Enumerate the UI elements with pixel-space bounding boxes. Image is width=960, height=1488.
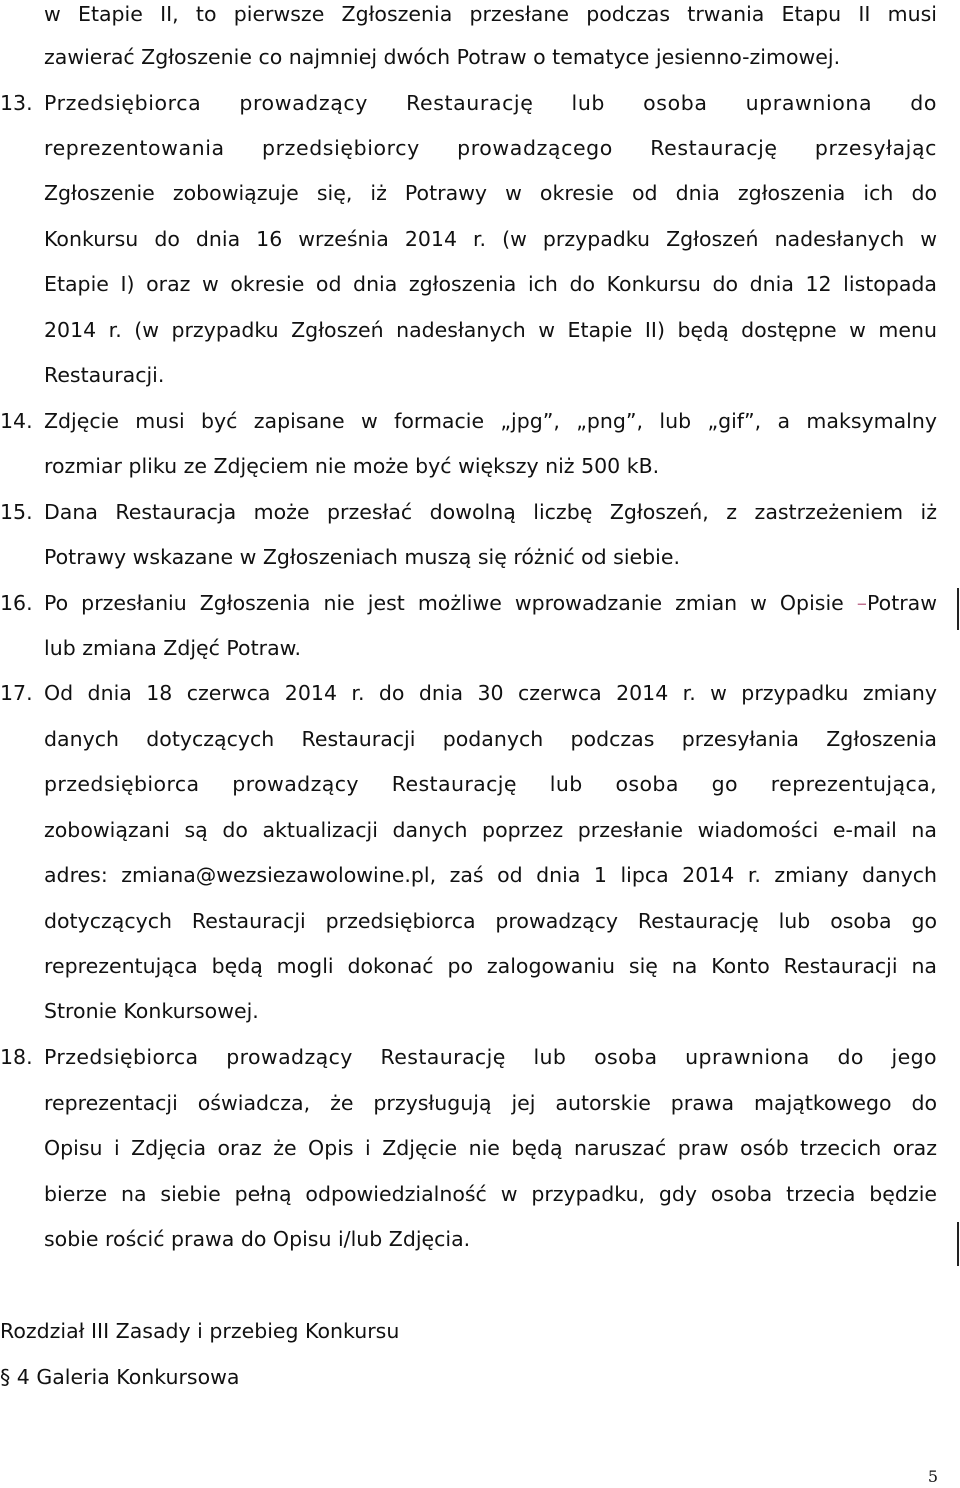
paragraph-16-line-2: lub zmiana Zdjęć Potraw.	[44, 636, 302, 660]
paragraph-15-line-2: Potrawy wskazane w Zgłoszeniach muszą się różnić od siebie.	[44, 545, 681, 569]
paragraph-13-line-7: Restauracji.	[44, 363, 165, 387]
paragraph-14-line-2: rozmiar pliku ze Zdjęciem nie może być większy niż 500 kB.	[44, 454, 660, 478]
paragraph-15-line-1: Dana Restauracja może przesłać dowolną liczbę Zgłoszeń, z zastrzeżeniem iż	[44, 500, 937, 524]
paragraph-17-line-3: przedsiębiorca prowadzący Restaurację lub osoba go reprezentująca,	[44, 772, 937, 796]
paragraph-13-line-3: Zgłoszenie zobowiązuje się, iż Potrawy w okresie od dnia zgłoszenia ich do	[44, 181, 937, 205]
paragraph-13-line-2: reprezentowania przedsiębiorcy prowadzącego Restaurację przesyłając	[44, 136, 937, 160]
paragraph-16-line-1	[44, 589, 937, 617]
page-number: 5	[927, 1467, 938, 1486]
paragraph-12-line-1: w Etapie II, to pierwsze Zgłoszenia przesłane podczas trwania Etapu II musi	[44, 2, 937, 26]
paragraph-16-line-1-end: Potraw	[867, 591, 937, 615]
paragraph-18-line-4: bierze na siebie pełną odpowiedzialność w przypadku, gdy osoba trzecia będzie	[44, 1182, 937, 1206]
paragraph-13-line-1: Przedsiębiorca prowadzący Restaurację lub osoba uprawniona do	[44, 91, 937, 115]
paragraph-17-line-1: Od dnia 18 czerwca 2014 r. do dnia 30 czerwca 2014 r. w przypadku zmiany	[44, 681, 937, 705]
paragraph-17-number: 17.	[0, 681, 33, 705]
paragraph-18-number: 18.	[0, 1045, 33, 1069]
paragraph-14-number: 14.	[0, 409, 33, 433]
paragraph-17-line-4: zobowiązani są do aktualizacji danych poprzez przesłanie wiadomości e-mail na	[44, 818, 937, 842]
chapter-heading: Rozdział III Zasady i przebieg Konkursu	[0, 1319, 400, 1343]
paragraph-17-line-7: reprezentująca będą mogli dokonać po zalogowaniu się na Konto Restauracji na	[44, 954, 937, 978]
section-heading: § 4 Galeria Konkursowa	[0, 1365, 240, 1389]
paragraph-14-line-1: Zdjęcie musi być zapisane w formacie „jpg”, „png”, lub „gif”, a maksymalny	[44, 409, 937, 433]
paragraph-16-line-1-text: Po przesłaniu Zgłoszenia nie jest możliwe wprowadzanie zmian w Opisie	[44, 591, 844, 615]
paragraph-17-line-6: dotyczących Restauracji przedsiębiorca prowadzący Restaurację lub osoba go	[44, 909, 937, 933]
paragraph-13-line-5: Etapie I) oraz w okresie od dnia zgłoszenia ich do Konkursu do dnia 12 listopada	[44, 272, 937, 296]
paragraph-13-line-4: Konkursu do dnia 16 września 2014 r. (w przypadku Zgłoszeń nadesłanych w	[44, 227, 937, 251]
paragraph-18-line-5: sobie rościć prawa do Opisu i/lub Zdjęcia.	[44, 1227, 471, 1251]
revision-mark: –	[856, 591, 868, 615]
paragraph-12-line-2: zawierać Zgłoszenie co najmniej dwóch Potraw o tematyce jesienno-zimowej.	[44, 45, 841, 69]
paragraph-17-line-2: danych dotyczących Restauracji podanych podczas przesyłania Zgłoszenia	[44, 727, 937, 751]
paragraph-17-line-8: Stronie Konkursowej.	[44, 999, 259, 1023]
paragraph-18-line-2: reprezentacji oświadcza, że przysługują jej autorskie prawa majątkowego do	[44, 1091, 937, 1115]
paragraph-16-number: 16.	[0, 591, 33, 615]
paragraph-17-line-5: adres: zmiana@wezsiezawolowine.pl, zaś od dnia 1 lipca 2014 r. zmiany danych	[44, 863, 937, 887]
paragraph-13-line-6: 2014 r. (w przypadku Zgłoszeń nadesłanych w Etapie II) będą dostępne w menu	[44, 318, 937, 342]
change-bar	[957, 1222, 959, 1266]
paragraph-15-number: 15.	[0, 500, 33, 524]
change-bar	[957, 588, 959, 630]
paragraph-18-line-3: Opisu i Zdjęcia oraz że Opis i Zdjęcie nie będą naruszać praw osób trzecich oraz	[44, 1136, 937, 1160]
paragraph-13-number: 13.	[0, 91, 33, 115]
paragraph-18-line-1: Przedsiębiorca prowadzący Restaurację lub osoba uprawniona do jego	[44, 1045, 937, 1069]
